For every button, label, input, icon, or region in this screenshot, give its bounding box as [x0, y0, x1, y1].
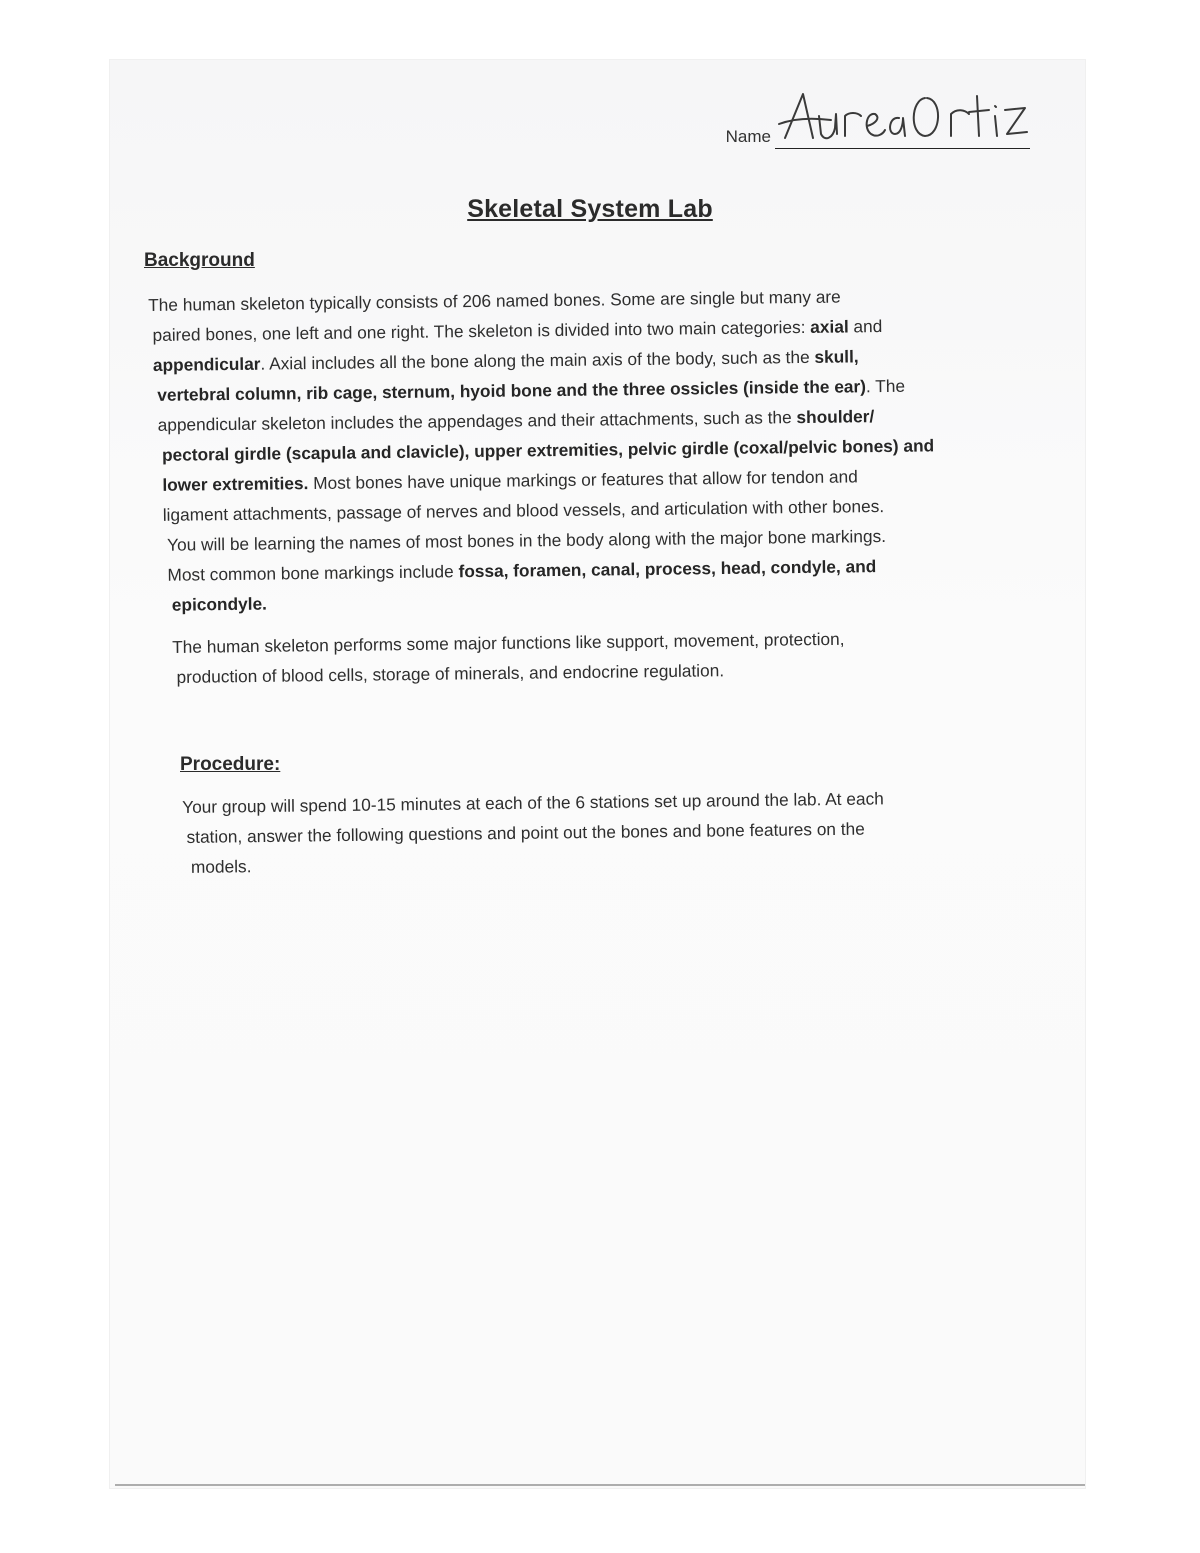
text-segment: paired bones, one left and one right. The skeleton is divided into two main categories: — [152, 316, 811, 345]
text-segment: station, answer the following questions and point out the bones and bone features on the — [186, 818, 865, 847]
background-paragraph-2 — [172, 623, 933, 692]
term-axial-bones: vertebral column, rib cage, sternum, hyoid bone and the three ossicles (inside the ear) — [157, 376, 867, 405]
term-shoulder: shoulder/ — [796, 406, 875, 428]
procedure-paragraph — [182, 783, 953, 882]
background-paragraph-1 — [148, 280, 982, 620]
text-segment: . Axial includes all the bone along the main axis of the body, such as the — [260, 346, 815, 374]
text-segment: . The — [865, 375, 906, 397]
text-segment: models. — [190, 856, 252, 877]
text-segment: The human skeleton typically consists of 206 named bones. Some are single but many are — [148, 286, 841, 315]
procedure-heading: Procedure: — [180, 754, 281, 775]
text-segment: ligament attachments, passage of nerves and blood vessels, and articulation with other bones. — [162, 496, 885, 525]
name-field — [726, 88, 1030, 149]
term-skull: skull, — [814, 346, 859, 367]
text-segment: production of blood cells, storage of minerals, and endocrine regulation. — [176, 660, 725, 687]
signature-image — [775, 88, 1030, 148]
page-title: Skeletal System Lab — [467, 195, 713, 223]
background-heading: Background — [144, 250, 255, 271]
text-segment: Most bones have unique markings or features that allow for tendon and — [308, 466, 858, 494]
name-label: Name — [725, 127, 771, 146]
worksheet-page — [140, 80, 1040, 1460]
text-segment: and — [848, 316, 883, 337]
page-bottom-edge — [115, 1484, 1085, 1486]
term-lower-extremities: lower extremities. — [162, 473, 309, 495]
handwritten-name-signature — [775, 88, 1030, 149]
text-segment: appendicular skeleton includes the appendages and their attachments, such as the — [157, 407, 797, 435]
term-appendicular-bones: pectoral girdle (scapula and clavicle), upper extremities, pelvic girdle (coxal/pelvic bones) and — [161, 435, 935, 465]
text-segment: You will be learning the names of most bones in the body along with the major bone markings. — [166, 526, 887, 555]
text-segment: The human skeleton performs some major functions like support, movement, protection, — [172, 628, 845, 657]
text-segment: Most common bone markings include — [167, 561, 459, 585]
term-axial: axial — [810, 316, 849, 337]
term-appendicular: appendicular — [152, 353, 261, 375]
term-epicondyle: epicondyle. — [171, 593, 268, 615]
text-segment: Your group will spend 10-15 minutes at each of the 6 stations set up around the lab. At each — [182, 788, 884, 817]
term-bone-markings: fossa, foramen, canal, process, head, condyle, and — [458, 556, 877, 582]
